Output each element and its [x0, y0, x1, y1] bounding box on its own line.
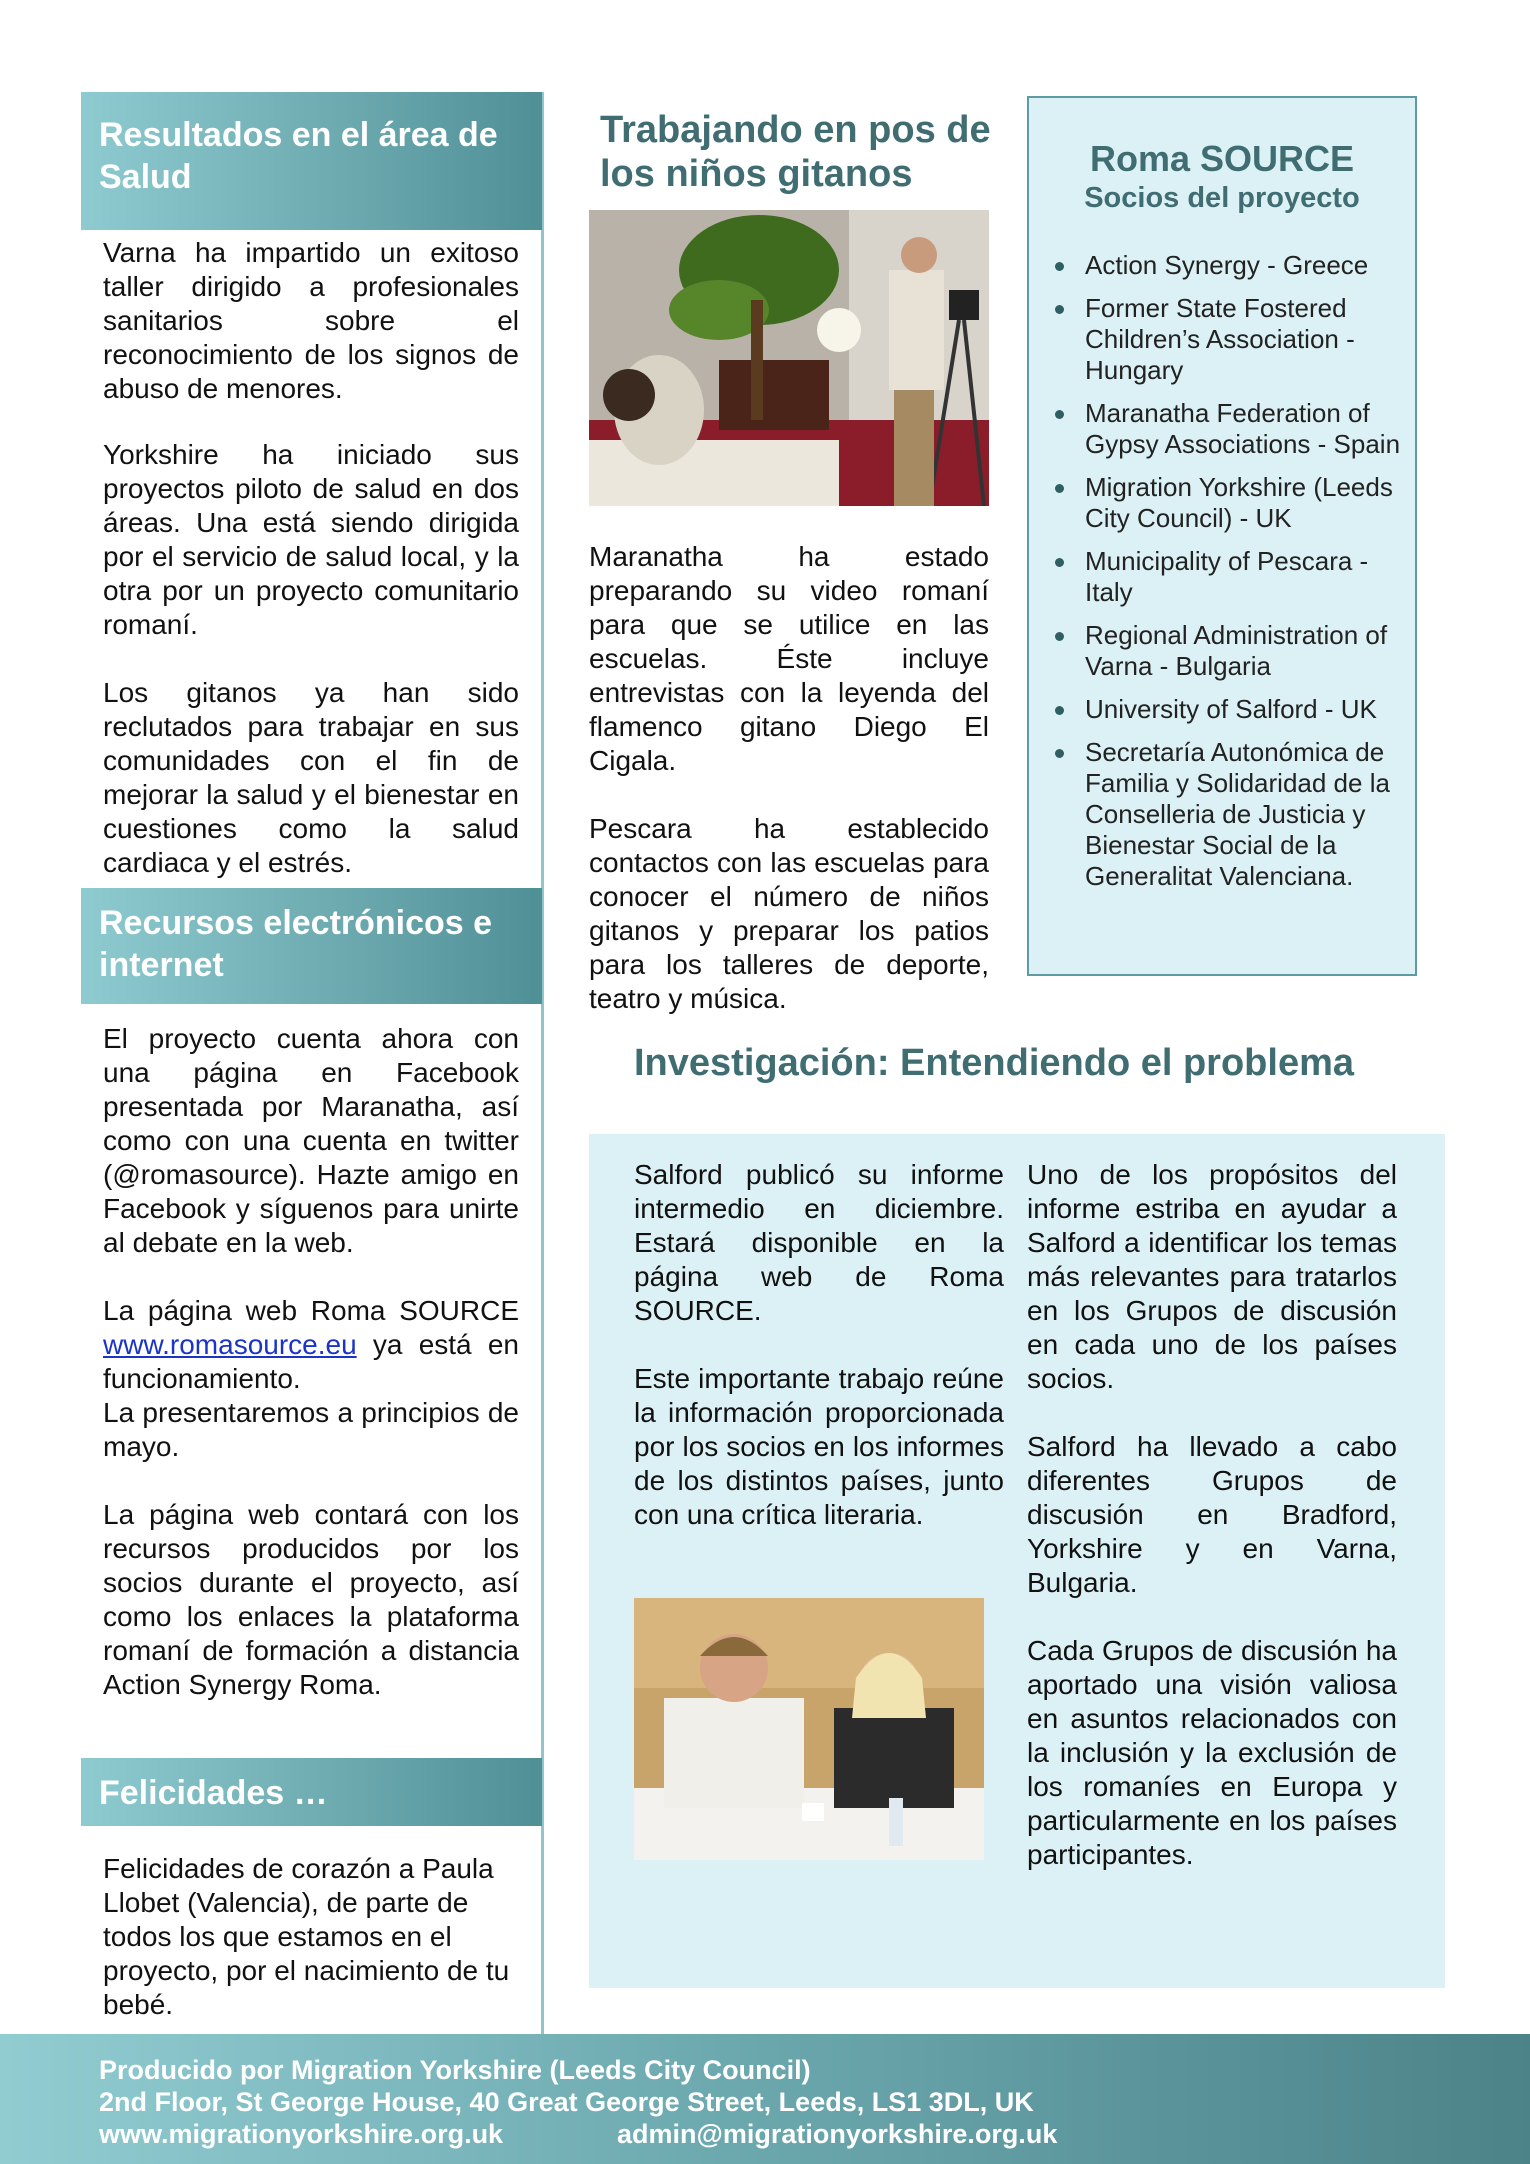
health-section-title: Resultados en el área de Salud: [81, 92, 542, 230]
health-paragraph-2: Yorkshire ha iniciado sus proyectos piloto de salud en dos áreas. Una está siendo dirigida por el servicio de salud local, y la otra por un proyecto comunitario romaní.: [103, 439, 519, 640]
footer-website[interactable]: www.migrationyorkshire.org.uk: [99, 2119, 504, 2149]
footer: [0, 2034, 1530, 2164]
bullet-icon: [1055, 262, 1064, 271]
bullet-icon: [1055, 305, 1064, 314]
bullet-icon: [1055, 558, 1064, 567]
website-text-after: ya está en funcionamiento.: [103, 1329, 519, 1394]
partners-list: [1049, 250, 1401, 904]
website-text-before: La página web Roma SOURCE: [103, 1295, 519, 1326]
electronic-section-title: Recursos electrónicos e internet: [81, 888, 542, 1004]
electronic-paragraph-3: La página web contará con los recursos producidos por los socios durante el proyecto, así como los enlaces la plataforma romaní de formación a distancia Action Synergy Roma.: [103, 1499, 519, 1700]
electronic-paragraph-1: El proyecto cuenta ahora con una página en Facebook presentada por Maranatha, así como con una cuenta en twitter (@romasource). Hazte amigo en Facebook y síguenos para unirte al debate en la web.: [103, 1023, 519, 1258]
footer-email[interactable]: admin@migrationyorkshire.org.uk: [617, 2119, 1058, 2149]
bullet-icon: [1055, 749, 1064, 758]
bullet-icon: [1055, 410, 1064, 419]
partner-item: Municipality of Pescara - Italy: [1049, 546, 1401, 608]
research-col2-paragraph-3: Cada Grupos de discusión ha aportado una visión valiosa en asuntos relacionados con la inclusión y la exclusión de los romaníes en Europa y particularmente en los países participantes.: [1027, 1635, 1397, 1870]
children-paragraph-1: Maranatha ha estado preparando su video romaní para que se utilice en las escuelas. Éste incluye entrevistas con la leyenda del flamenco gitano Diego El Cigala.: [589, 541, 989, 776]
footer-producer: Producido por Migration Yorkshire (Leeds City Council): [99, 2055, 811, 2085]
health-paragraph-3: Los gitanos ya han sido reclutados para trabajar en sus comunidades con el fin de mejorar la salud y el bienestar en cuestiones como la salud cardiaca y el estrés.: [103, 677, 519, 878]
column-divider: [541, 92, 544, 2034]
partner-item: Secretaría Autonómica de Familia y Solidaridad de la Conselleria de Justicia y Bienestar Social de la Generalitat Valenciana.: [1049, 737, 1401, 892]
partners-box: [1027, 96, 1417, 976]
congrats-section-title: Felicidades …: [81, 1758, 542, 1826]
partners-subtitle: Socios del proyecto: [1084, 182, 1360, 214]
bullet-icon: [1055, 706, 1064, 715]
partner-item: Maranatha Federation of Gypsy Associations - Spain: [1049, 398, 1401, 460]
research-col1-paragraph-1: Salford publicó su informe intermedio en diciembre. Estará disponible en la página web de Roma SOURCE.: [634, 1159, 1004, 1326]
health-paragraph-1: Varna ha impartido un exitoso taller dirigido a profesionales sanitarios sobre el reconocimiento de los signos de abuso de menores.: [103, 237, 519, 404]
romasource-link[interactable]: www.romasource.eu: [103, 1329, 357, 1360]
research-col1-paragraph-2: Este importante trabajo reúne la información proporcionada por los socios en los informes de los distintos países, junto con una crítica literaria.: [634, 1363, 1004, 1530]
footer-address: 2nd Floor, St George House, 40 Great George Street, Leeds, LS1 3DL, UK: [99, 2087, 1034, 2117]
partner-item: Action Synergy - Greece: [1049, 250, 1401, 281]
research-title: Investigación: Entendiendo el problema: [634, 1042, 1354, 1084]
research-col2-paragraph-1: Uno de los propósitos del informe estriba en ayudar a Salford a identificar los temas más relevantes para tratarlos en los Grupos de discusión en cada uno de los países socios.: [1027, 1159, 1397, 1394]
partner-item: Former State Fostered Children’s Association - Hungary: [1049, 293, 1401, 386]
partner-item: Migration Yorkshire (Leeds City Council) - UK: [1049, 472, 1401, 534]
bullet-icon: [1055, 632, 1064, 641]
partner-item: University of Salford - UK: [1049, 694, 1401, 725]
website-text-line2: La presentaremos a principios de mayo.: [103, 1397, 519, 1462]
partners-title: Roma SOURCE: [1089, 138, 1355, 179]
research-col2-paragraph-2: Salford ha llevado a cabo diferentes Grupos de discusión en Bradford, Yorkshire y en Varna, Bulgaria.: [1027, 1431, 1397, 1598]
meeting-photo: [634, 1598, 984, 1860]
bullet-icon: [1055, 484, 1064, 493]
congrats-paragraph: Felicidades de corazón a Paula Llobet (Valencia), de parte de todos los que estamos en el proyecto, por el nacimiento de tu bebé.: [103, 1853, 510, 2020]
video-interview-photo: [589, 210, 989, 506]
children-paragraph-2: Pescara ha establecido contactos con las escuelas para conocer el número de niños gitanos y preparar los patios para los talleres de deporte, teatro y música.: [589, 813, 989, 1014]
children-section-title: Trabajando en pos de los niños gitanos: [600, 109, 991, 195]
electronic-paragraph-2: [103, 1294, 519, 1464]
partner-item: Regional Administration of Varna - Bulgaria: [1049, 620, 1401, 682]
